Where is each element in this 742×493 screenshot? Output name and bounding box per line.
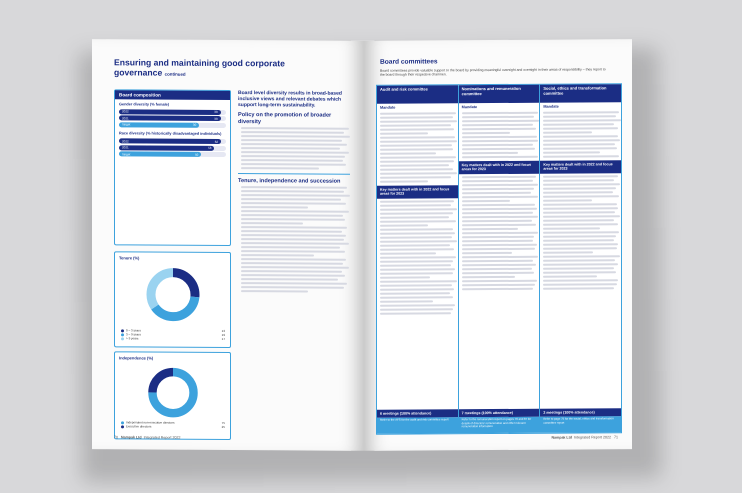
legend-label: 0 – 3 years: [126, 328, 141, 333]
gender-bar: [119, 109, 226, 115]
legend-value: 75: [221, 420, 225, 425]
right-folio: [551, 435, 618, 439]
tenure-legend: [121, 328, 225, 341]
legend-entry: [121, 425, 225, 430]
race-bar: [119, 138, 226, 144]
legend-value: 19: [221, 333, 225, 338]
policy-body-text: [238, 127, 350, 170]
key-matters-label: Key matters dealt with in 2022 and focus areas for 2023: [377, 185, 458, 198]
tenure-heading: Tenure, independence and succession: [238, 177, 341, 185]
meetings-attendance: 7 meetings (100% attendance): [459, 409, 540, 417]
gender-bar-fill: [119, 122, 199, 127]
board-committees-title: Board committees: [380, 58, 438, 66]
legend-swatch: [121, 425, 124, 428]
independence-title: Independence (%): [119, 355, 154, 361]
gender-bar-year: 2021: [122, 116, 129, 121]
left-folio-brand: Nampak Ltd: [121, 435, 142, 440]
mandate-text: [459, 112, 540, 158]
meetings-attendance: 6 meetings (100% attendance): [377, 409, 458, 417]
race-bar-fill: [119, 138, 221, 144]
left-page: [92, 39, 364, 451]
mandate-label: Mandate: [461, 105, 478, 110]
tenure-panel: [114, 251, 231, 348]
legend-label: > 9 years: [126, 336, 139, 341]
independence-donut-chart: [145, 364, 201, 420]
page-heading-text: Ensuring and maintaining good corporate governance: [114, 57, 285, 78]
refer-note: Refer to the AFS for the audit and risk committee report: [377, 417, 458, 433]
race-diversity-label: Race diversity (% historically disadvantaged individuals): [119, 131, 222, 137]
committee-name: Audit and risk committee: [377, 85, 458, 103]
right-page: [364, 39, 632, 451]
gender-bar-year: 2022: [122, 109, 129, 114]
section-divider: [238, 173, 350, 174]
gender-bar: [119, 116, 226, 122]
right-folio-report: Integrated Report 2022: [574, 435, 611, 440]
refer-note: Refer to the remuneration report on pages 76 and 87 for details of directors' remuneration and other relevant remuneration information: [459, 417, 540, 433]
committee-column: [458, 85, 540, 433]
left-folio-report: Integrated Report 2022: [143, 435, 181, 440]
page-heading: [114, 57, 324, 80]
key-matters-text: [459, 176, 540, 290]
legend-label: 3 – 9 years: [126, 332, 141, 337]
key-matters-text: [377, 200, 458, 314]
tenure-donut-chart: [143, 264, 203, 324]
policy-heading: Policy on the promotion of broader diversity: [238, 112, 332, 125]
gender-bar: [119, 122, 226, 128]
race-bar-value: 50: [194, 152, 199, 157]
board-composition-title: Board composition: [115, 90, 230, 100]
legend-value: 17: [221, 337, 225, 342]
tenure-title: Tenure (%): [119, 255, 140, 261]
committee-table: [376, 83, 622, 435]
gender-bar-value: 38: [214, 116, 218, 121]
legend-value: 25: [221, 425, 225, 430]
gender-bars: [115, 109, 230, 128]
independence-panel: [114, 351, 231, 440]
gender-diversity-label: Gender diversity (% female): [119, 102, 170, 107]
legend-value: 13: [221, 328, 225, 333]
pull-quote: Board level diversity results in broad-based inclusive views and relevant debates which support long-term sustainability.: [238, 90, 342, 109]
mandate-text: [377, 112, 458, 182]
legend-entry: [121, 337, 225, 342]
key-matters-label: Key matters dealt with in 2022 and focus areas for 2023: [459, 161, 540, 174]
legend-label: Executive directors: [126, 424, 152, 429]
committee-name: Social, ethics and transformation committee: [540, 84, 621, 102]
race-bar-year: 2021: [122, 145, 129, 150]
race-bars: [115, 138, 230, 157]
key-matters-label: Key matters dealt with in 2022 and focus areas for 2023: [540, 160, 621, 173]
board-committees-intro: Board committees provide valuable support to the board by providing meaningful oversight and oversight in their areas of responsibility – they report to the board through their respective chairmen.: [380, 67, 606, 78]
right-folio-brand: Nampak Ltd: [551, 435, 573, 440]
gender-bar-fill: [119, 116, 221, 122]
race-bar: [119, 145, 226, 151]
committee-column: [377, 85, 458, 433]
left-page-number: 70: [114, 435, 118, 440]
gender-bar-year: Target: [122, 122, 131, 127]
gender-bar-fill: [119, 109, 221, 115]
legend-swatch: [121, 337, 124, 340]
heading-continued: continued: [164, 71, 186, 77]
race-bar-fill: [119, 151, 201, 157]
mandate-text: [540, 111, 621, 157]
report-spread: [92, 40, 632, 450]
race-bar-fill: [119, 145, 214, 151]
tenure-body-text: [238, 186, 350, 293]
committee-column: [539, 84, 621, 432]
committee-name: Nominations and remuneration committee: [459, 85, 540, 103]
right-page-number: 71: [614, 435, 618, 440]
refer-note: Refer to page 75 for the social, ethics and transformation committee report: [540, 416, 621, 432]
race-bar-year: 2022: [122, 138, 129, 143]
race-bar: [119, 151, 226, 157]
mandate-label: Mandate: [380, 105, 396, 110]
key-matters-text: [540, 175, 621, 289]
race-bar-year: Target: [122, 152, 131, 157]
independence-legend: [121, 420, 225, 429]
board-composition-panel: [114, 89, 231, 246]
mandate-label: Mandate: [543, 104, 559, 109]
left-text-column: [238, 90, 350, 295]
race-bar-value: 62: [214, 139, 219, 144]
gender-bar-value: 38: [214, 110, 218, 115]
legend-label: Independent non-executive directors: [126, 420, 175, 425]
meetings-attendance: 2 meetings (100% attendance): [540, 408, 621, 416]
race-bar-value: 58: [208, 146, 212, 151]
left-folio: [114, 435, 181, 439]
gender-bar-value: 30: [192, 123, 197, 128]
